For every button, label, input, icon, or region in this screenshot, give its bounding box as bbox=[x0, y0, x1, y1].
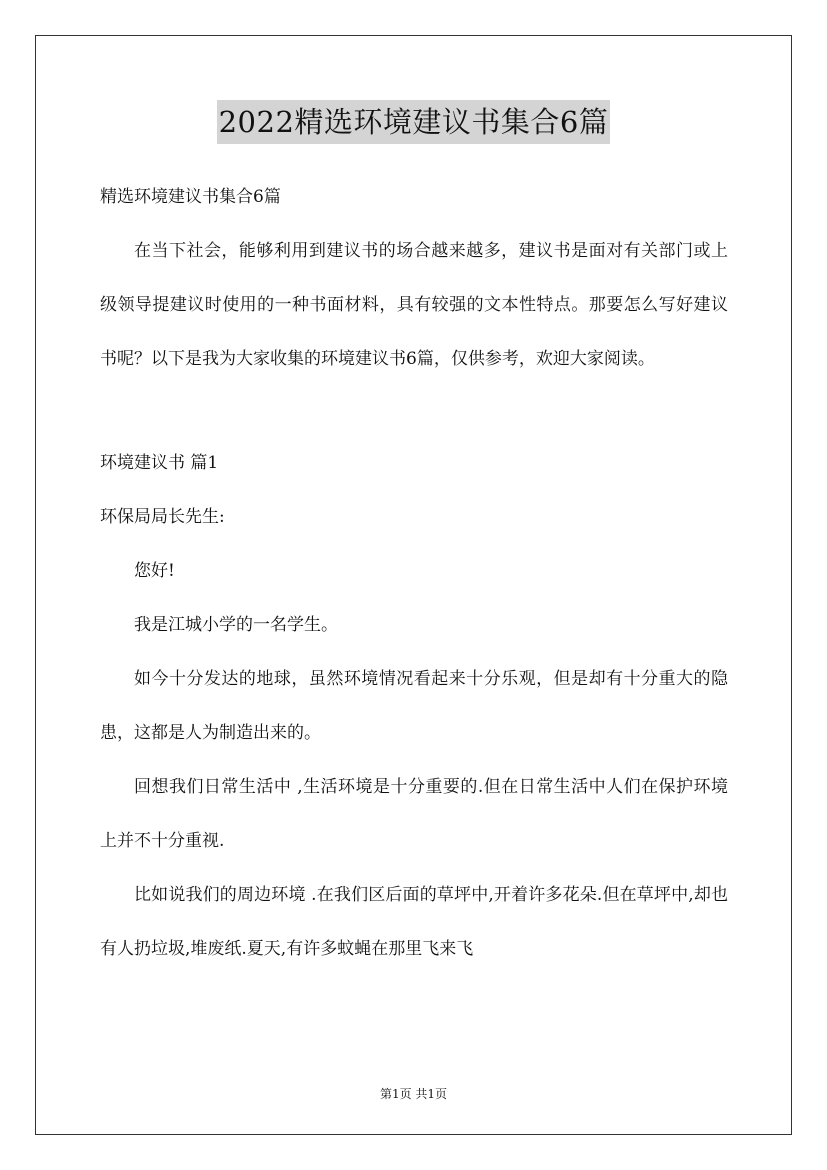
intro-paragraph: 在当下社会，能够利用到建议书的场合越来越多，建议书是面对有关部门或上级领导提建议时使用的一种书面材料，具有较强的文本性特点。那要怎么写好建议书呢？以下是我为大家收集的环境建议书6篇，仅供参考，欢迎大家阅读。 bbox=[100, 241, 728, 369]
section-heading: 环境建议书 篇1 bbox=[100, 453, 219, 473]
page-footer: 第1页 共1页 bbox=[379, 1087, 448, 1101]
body-paragraph: 比如说我们的周边环境 .在我们区后面的草坪中,开着许多花朵.但在草坪中,却也有人扔垃圾,堆废纸.夏天,有许多蚊蝇在那里飞来飞 bbox=[100, 885, 728, 959]
body-paragraph: 回想我们日常生活中 ,生活环境是十分重要的.但在日常生活中人们在保护环境上并不十分重视. bbox=[100, 777, 728, 851]
document-title: 2022精选环境建议书集合6篇 bbox=[217, 100, 611, 144]
title-container bbox=[0, 100, 827, 144]
greeting: 您好! bbox=[134, 561, 175, 581]
salutation: 环保局局长先生: bbox=[100, 507, 225, 527]
body-paragraph: 我是江城小学的一名学生。 bbox=[134, 615, 338, 635]
body-paragraph: 如今十分发达的地球，虽然环境情况看起来十分乐观，但是却有十分重大的隐患，这都是人为制造出来的。 bbox=[100, 669, 728, 743]
document-body bbox=[100, 170, 728, 976]
section-gap bbox=[100, 386, 728, 436]
document-subtitle: 精选环境建议书集合6篇 bbox=[100, 187, 281, 207]
